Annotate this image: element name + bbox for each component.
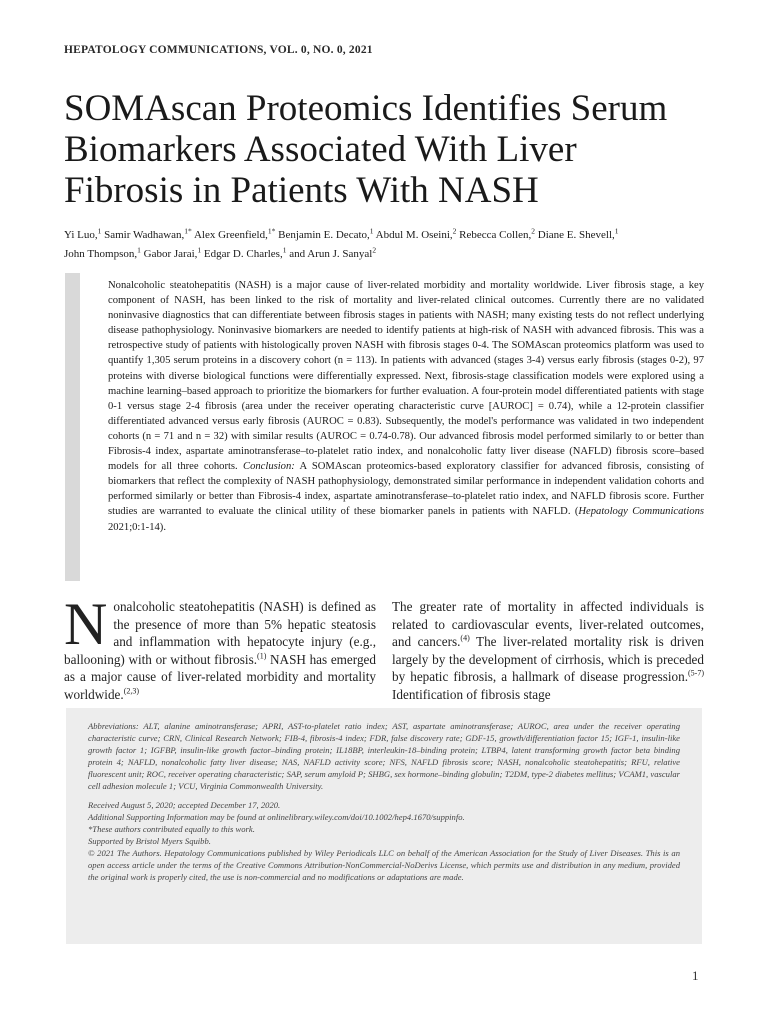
journal-header: HEPATOLOGY COMMUNICATIONS, VOL. 0, NO. 0, 2021 [64,44,373,56]
abstract [108,278,704,535]
author-name: Alex Greenfield, [193,229,268,241]
author-affiliation: 1 [197,245,202,255]
author-name: Diane E. Shevell, [537,229,615,241]
author-affiliation: 2 [452,226,457,236]
citation-journal: Hepatology Communications [578,506,704,518]
supporting-info-note[interactable]: Additional Supporting Information may be found at onlinelibrary.wiley.com/doi/10.1002/hep4.1670/suppinfo. [88,812,465,823]
author-name: Samir Wadhawan, [104,229,185,241]
abstract-text: Nonalcoholic steatohepatitis (NASH) is a major cause of liver-related morbidity and mortality worldwide. Liver fibrosis stage, a key component of NASH, has been linked to the risk of mortality and liver-related clinical outcomes. Currently there are no validated noninvasive diagnostics that can differentiate between fibrosis stages in patients with NASH; many existing tests do not reflect underlying disease pathophysiology. Noninvasive biomarkers are needed to identify patients at high-risk of NASH with advanced fibrosis. This was a retrospective study of patients with histologically proven NASH with fibrosis stages 0-4. The SOMAscan proteomics platform was used to quantify 1,305 serum proteins in a discovery cohort (n = 113). In patients with advanced (stages 3-4) versus early fibrosis (stages 0-2), 97 proteins with diverse biological functions were differentially expressed. Next, fibrosis-stage classification models were explored using a machine learning–based approach to prioritize the biomarkers for further evaluation. A four-protein model differentiated patients with stage 0-1 versus stage 2-4 fibrosis (area under the receiver operating characteristic curve [AUROC] = 0.74), while a 12-protein classifier differentiated advanced versus early fibrosis (AUROC = 0.83). Subsequently, the model's performance was validated in two independent cohorts (n = 71 and n = 32) with similar results (AUROC = 0.74-0.78). Our advanced fibrosis model performed similarly to or better than Fibrosis-4 index, aspartate aminotransferase–to-platelet ratio index, and nonalcoholic fatty liver disease (NAFLD) fibrosis score–based models for all three cohorts. [108,280,704,473]
author-name: Gabor Jarai, [143,248,198,260]
body-text: The liver-related mortality risk is driven largely by the development of cirrhosis, which is preceded by hepatic fibrosis, a hallmark of disease progression. [392,634,704,685]
author-name: Edgar D. Charles, [203,248,283,260]
body-text: The greater rate of mortality in affected individuals is related to cardiovascular events, liver-related outcomes, and cancers. [392,599,704,650]
author-affiliation: 2 [531,226,536,236]
body-text: onalcoholic steatohepatitis (NASH) is defined as the presence of more than 5% hepatic steatosis and inflammation with hepatocyte injury (e.g., ballooning) with or without fibrosis. [64,599,376,667]
author-name: Benjamin E. Decato, [278,229,370,241]
author-affiliation: 2 [372,245,377,255]
conclusion-text: A SOMAscan proteomics-based exploratory classifier for advanced fibrosis, consisting of biomarkers that reflect the complexity of NASH pathophysiology, demonstrated similar performance in independent validation cohorts and performed similarly or better than Fibrosis-4 index, aspartate aminotransferase–to-platelet ratio index, and NAFLD fibrosis score. Further studies are warranted to evaluate the clinical utility of these biomarker panels in patients with NAFLD. ( [108,461,704,518]
body-text: Identification of fibrosis stage [392,686,551,702]
abstract-sidebar-bar [65,273,80,581]
body-column-left [64,591,376,704]
author-list [64,226,704,264]
abbreviations-note: Abbreviations: ALT, alanine aminotransferase; APRI, AST-to-platelet ratio index; AST, aspartate aminotransferase; AUROC, area under the receiver operating characteristic curve; CRN, Clinical Research Network; FIB-4, fibrosis-4 index; FDR, false discovery rate; GDF-15, growth/differentiation factor 15; IGF-1, insulin-like growth factor 1; IGFBP, insulin-like growth factor–binding protein; IL18BP, interleukin-18–binding protein; LTBP4, latent transforming growth factor beta binding protein 4; NAFLD, nonalcoholic fatty liver disease; NAS, NAFLD activity score; NFS, NAFLD fibrosis score; NASH, nonalcoholic steatohepatitis; RFU, relative fluorescent unit; ROC, receiver operating characteristic; SAP, serum amyloid P; SHBG, sex hormone–binding globulin; T2DM, type-2 diabetes mellitus; VCAM1, vascular cell adhesion molecule 1; VCU, Virginia Commonwealth University. [88,721,680,791]
drop-cap: N [64,591,108,657]
reference-link[interactable]: (2,3) [123,686,140,696]
reference-link[interactable]: (1) [257,651,267,661]
reference-link[interactable]: (4) [460,633,470,643]
author-name: and Arun J. Sanyal [289,248,373,260]
equal-contribution-note: *These authors contributed equally to this work. [88,824,255,835]
citation-details: 2021;0:1-14). [108,521,166,533]
author-affiliation: 1 [614,226,619,236]
author-affiliation: 1 [369,226,374,236]
conclusion-label: Conclusion: [243,461,295,473]
body-column-right [392,598,704,704]
funding-note: Supported by Bristol Myers Squibb. [88,836,211,847]
copyright-note: © 2021 The Authors. Hepatology Communications published by Wiley Periodicals LLC on behalf of the American Association for the Study of Liver Diseases. This is an open access article under the terms of the Creative Commons Attribution-NonCommercial-NoDerivs License, which permits use and distribution in any medium, provided the original work is properly cited, the use is non-commercial and no modifications or adaptations are made. [88,848,680,882]
author-affiliation: 1* [184,226,192,236]
author-name: Abdul M. Oseini, [375,229,453,241]
author-name: Yi Luo, [64,229,98,241]
received-date-note: Received August 5, 2020; accepted December 17, 2020. [88,800,281,811]
page-number: 1 [692,968,699,983]
author-name: John Thompson, [64,248,138,260]
author-affiliation: 1 [137,245,141,255]
author-affiliation: 1 [97,226,102,236]
footnote-box [66,708,702,944]
body-text: NASH has emerged as a major cause of liver-related morbidity and mortality worldwide. [64,651,376,702]
author-name: Rebecca Collen, [459,229,532,241]
author-affiliation: 1* [267,226,276,236]
article-title: SOMAscan Proteomics Identifies Serum Biomarkers Associated With Liver Fibrosis in Patients With NASH [64,88,668,211]
reference-link[interactable]: (5-7) [688,668,704,678]
author-affiliation: 1 [282,245,287,255]
